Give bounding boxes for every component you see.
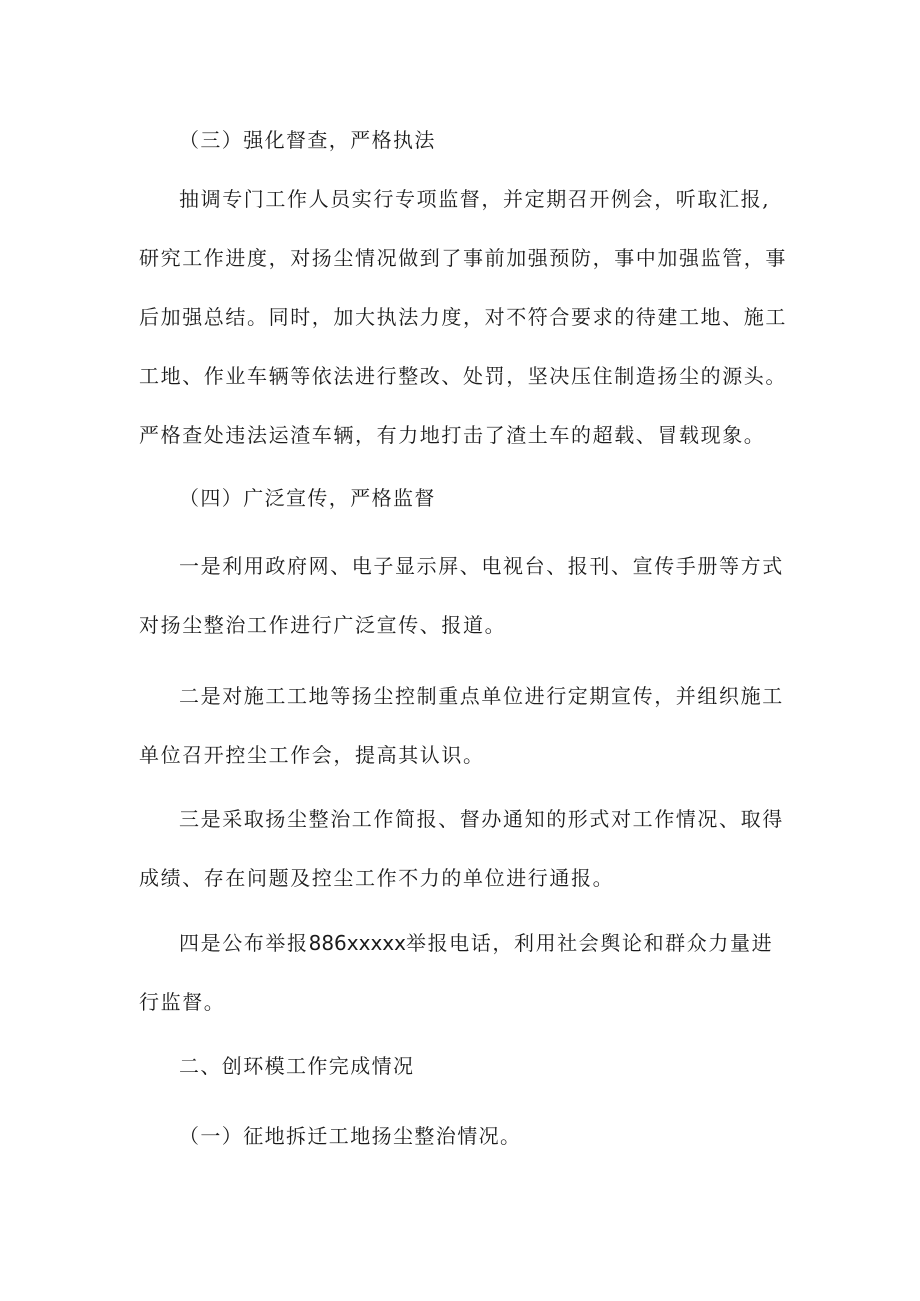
part-2-sub-1: （一）征地拆迁工地扬尘整治情况。 [179,1124,522,1148]
section-4-item-3: 三是采取扬尘整治工作简报、督办通知的形式对工作情况、取得成绩、存在问题及控尘工作不力的单位进行通报。 [139,807,784,890]
section-3-body: 抽调专门工作人员实行专项监督，并定期召开例会，听取汇报,研究工作进度，对扬尘情况做到了事前加强预防，事中加强监管，事后加强总结。同时，加大执法力度，对不符合要求的待建工地、施工工地、作业车辆等依法进行整改、处罚，坚决压住制造扬尘的源头。严格查处违法运渣车辆，有力地打击了渣土车的超载、冒载现象。 [139,187,787,447]
part-2-heading: 二、创环模工作完成情况 [179,1054,415,1078]
section-4-item-1: 一是利用政府网、电子显示屏、电视台、报刊、宣传手册等方式对扬尘整治工作进行广泛宣传、报道。 [139,554,784,637]
report-phone-number: 886xxxxx [308,931,406,955]
section-4-item-4 [139,914,789,1032]
item-4-suffix: 举报电话，利用社会舆论和群众力量进行监督。 [139,931,774,1014]
section-3-heading: （三）强化督查，严格执法 [179,128,436,152]
section-4-heading: （四）广泛宣传，严格监督 [179,486,436,510]
section-4-item-2: 二是对施工工地等扬尘控制重点单位进行定期宣传，并组织施工单位召开控尘工作会，提高其认识。 [139,684,784,767]
item-4-prefix: 四是公布举报 [179,931,309,955]
